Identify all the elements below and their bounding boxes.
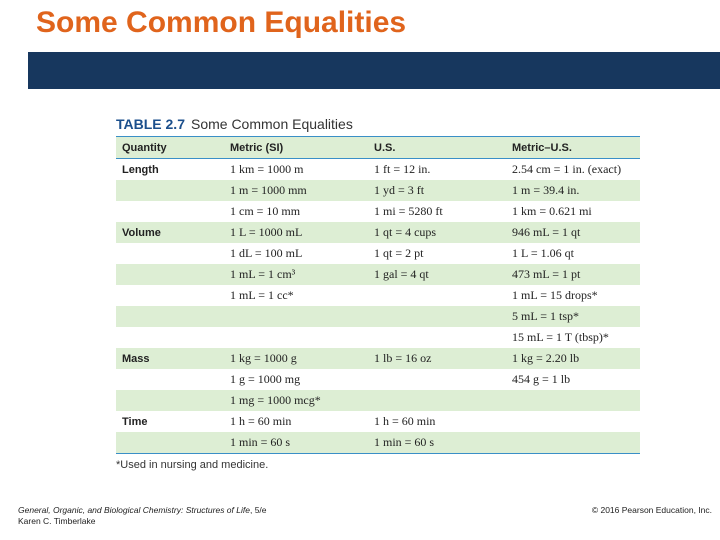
table-caption <box>116 112 640 136</box>
cell-quantity <box>116 369 224 390</box>
cell-quantity <box>116 306 224 327</box>
table-row <box>116 201 640 222</box>
cell-us <box>368 285 506 306</box>
cell-metric-us: 5 mL = 1 tsp* <box>506 306 640 327</box>
cell-metric-us: 1 m = 39.4 in. <box>506 180 640 201</box>
cell-metric-us <box>506 432 640 454</box>
cell-us <box>368 390 506 411</box>
cell-us <box>368 327 506 348</box>
cell-metric-us: 454 g = 1 lb <box>512 372 571 386</box>
cell-metric-us: 1 L = 1.06 qt <box>512 246 574 260</box>
cell-metric-us <box>506 411 640 432</box>
table-row <box>116 327 640 348</box>
cell-quantity: Length <box>122 163 159 176</box>
cell-metric: 1 kg = 1000 g <box>224 348 368 369</box>
column-header-metric-us: Metric–U.S. <box>506 137 640 159</box>
cell-metric-us: 1 km = 0.621 mi <box>512 204 592 218</box>
table-header-row <box>116 137 640 159</box>
cell-metric-us: 1 mL = 15 drops* <box>512 288 598 302</box>
column-header-metric: Metric (SI) <box>224 137 368 159</box>
table-row <box>116 180 640 201</box>
cell-quantity <box>116 264 224 285</box>
cell-metric: 1 cm = 10 mm <box>230 204 301 218</box>
table-row <box>116 369 640 390</box>
table-row <box>116 243 640 264</box>
cell-metric-us <box>506 390 640 411</box>
table-number: TABLE 2.7 <box>116 116 185 132</box>
cell-metric: 1 min = 60 s <box>224 432 368 454</box>
cell-quantity <box>116 180 224 201</box>
cell-metric <box>224 306 368 327</box>
cell-quantity: Time <box>122 415 148 428</box>
table-row <box>116 432 640 454</box>
cell-metric: 1 m = 1000 mm <box>224 180 368 201</box>
cell-us <box>368 306 506 327</box>
cell-metric-us: 2.54 cm = 1 in. (exact) <box>512 162 622 176</box>
cell-us: 1 qt = 4 cups <box>368 222 506 243</box>
cell-metric: 1 mL = 1 cc* <box>230 288 294 302</box>
cell-metric: 1 dL = 100 mL <box>230 246 303 260</box>
cell-metric: 1 mg = 1000 mcg* <box>224 390 368 411</box>
table-caption-text: Some Common Equalities <box>190 116 353 132</box>
cell-quantity <box>116 327 224 348</box>
footer-book-title: General, Organic, and Biological Chemistry: Structures of Life <box>18 505 250 515</box>
table-row <box>116 159 640 181</box>
cell-metric <box>224 327 368 348</box>
table-row <box>116 264 640 285</box>
table-row <box>116 222 640 243</box>
cell-us: 1 mi = 5280 ft <box>374 204 443 218</box>
cell-us: 1 qt = 2 pt <box>374 246 424 260</box>
cell-metric-us: 1 kg = 2.20 lb <box>506 348 640 369</box>
footer-copyright: © 2016 Pearson Education, Inc. <box>591 505 712 515</box>
cell-us: 1 lb = 16 oz <box>368 348 506 369</box>
equalities-table-figure <box>116 112 640 471</box>
cell-us: 1 ft = 12 in. <box>374 162 431 176</box>
cell-metric-us: 15 mL = 1 T (tbsp)* <box>512 330 609 344</box>
footer-citation <box>18 505 267 527</box>
cell-quantity <box>116 432 224 454</box>
table-body <box>116 159 640 454</box>
cell-metric-us: 946 mL = 1 qt <box>506 222 640 243</box>
cell-quantity: Mass <box>116 348 224 369</box>
column-header-quantity: Quantity <box>116 137 224 159</box>
cell-quantity <box>116 285 224 306</box>
table-footnote: *Used in nursing and medicine. <box>116 459 269 471</box>
equalities-table <box>116 136 640 454</box>
table-row <box>116 285 640 306</box>
cell-metric: 1 km = 1000 m <box>230 162 304 176</box>
cell-us: 1 gal = 4 qt <box>368 264 506 285</box>
cell-us: 1 yd = 3 ft <box>368 180 506 201</box>
column-header-us: U.S. <box>368 137 506 159</box>
table-row <box>116 306 640 327</box>
cell-quantity <box>116 243 224 264</box>
table-row <box>116 411 640 432</box>
cell-metric: 1 g = 1000 mg <box>230 372 301 386</box>
cell-us: 1 min = 60 s <box>368 432 506 454</box>
cell-quantity <box>116 201 224 222</box>
cell-metric: 1 mL = 1 cm³ <box>224 264 368 285</box>
footer-author: Karen C. Timberlake <box>18 516 96 526</box>
header-bar <box>28 52 720 89</box>
cell-metric: 1 L = 1000 mL <box>224 222 368 243</box>
cell-us: 1 h = 60 min <box>374 414 436 428</box>
table-row <box>116 390 640 411</box>
table-row <box>116 348 640 369</box>
cell-quantity <box>116 390 224 411</box>
slide-title: Some Common Equalities <box>36 6 407 39</box>
cell-quantity: Volume <box>116 222 224 243</box>
cell-metric-us: 473 mL = 1 pt <box>506 264 640 285</box>
cell-us <box>368 369 506 390</box>
cell-metric: 1 h = 60 min <box>230 414 292 428</box>
footer-edition: , 5/e <box>249 505 267 515</box>
